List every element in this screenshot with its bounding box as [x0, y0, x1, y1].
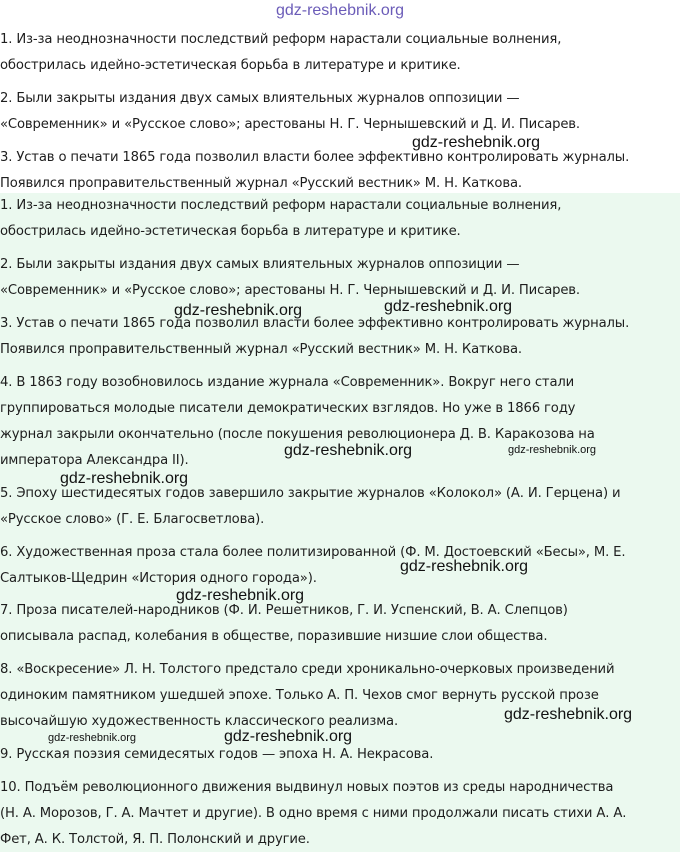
paragraph-9: 9. Русская поэзия семидесятых годов — эпоха Н. А. Некрасова.	[0, 747, 434, 762]
watermark: gdz-reshebnik.org	[284, 442, 413, 459]
watermark: gdz-reshebnik.org	[60, 470, 189, 487]
paragraph-1: 1. Из-за неоднозначности последствий реформ нарастали социальные волнения, обострилась идейно-эстетическая борьба в литературе и критике.	[0, 198, 562, 239]
watermark: gdz-reshebnik.org	[48, 732, 137, 744]
watermark: gdz-reshebnik.org	[412, 134, 541, 151]
paragraph-8: 8. «Воскресение» Л. Н. Толстого предстало среди хроникально-очерковых произведений одиноким памятником ушедшей эпохе. Только А. П. Чехов смог вернуть русской прозе высочайшую художественность классического реализма.	[0, 662, 615, 729]
watermark: gdz-reshebnik.org	[224, 728, 353, 745]
top-paragraph-3: 3. Устав о печати 1865 года позволил власти более эффективно контролировать журналы. Появился проправительственный журнал «Русский вестник» М. Н. Каткова.	[0, 150, 630, 191]
site-link[interactable]: gdz-reshebnik.org	[275, 2, 405, 19]
paragraph-3: 3. Устав о печати 1865 года позволил власти более эффективно контролировать журналы. Появился проправительственный журнал «Русский вестник» М. Н. Каткова.	[0, 316, 630, 357]
watermark: gdz-reshebnik.org	[384, 298, 513, 315]
paragraph-2: 2. Были закрыты издания двух самых влиятельных журналов оппозиции — «Современник» и «Русское слово»; арестованы Н. Г. Чернышевский и Д. И. Писарев.	[0, 257, 580, 298]
watermark: gdz-reshebnik.org	[174, 302, 303, 319]
watermark: gdz-reshebnik.org	[504, 706, 633, 723]
watermark: gdz-reshebnik.org	[400, 558, 529, 575]
watermark: gdz-reshebnik.org	[508, 444, 597, 456]
top-paragraph-2: 2. Были закрыты издания двух самых влиятельных журналов оппозиции — «Современник» и «Русское слово»; арестованы Н. Г. Чернышевский и Д. И. Писарев.	[0, 91, 580, 132]
paragraph-5: 5. Эпоху шестидесятых годов завершило закрытие журналов «Колокол» (А. И. Герцена) и «Русское слово» (Г. Е. Благосветлова).	[0, 486, 621, 527]
paragraph-10: 10. Подъём революционного движения выдвинул новых поэтов из среды народничества (Н. А. Морозов, Г. А. Мачтет и другие). В одно время с ними продолжали писать стихи А. А. Фет, А. К. Толстой, Я. П. Полонский и другие.	[0, 780, 627, 847]
paragraph-4: 4. В 1863 году возобновилось издание журнала «Современник». Вокруг него стали группироваться молодые писатели демократических взглядов. Но уже в 1866 году журнал закрыли окончательно (после покушения революционера Д. В. Каракозова на императора Александра II).	[0, 375, 595, 468]
paragraph-7: 7. Проза писателей-народников (Ф. И. Решетников, Г. И. Успенский, В. А. Слепцов) описывала распад, колебания в обществе, поразившие низшие слои общества.	[0, 603, 568, 644]
top-paragraph-1: 1. Из-за неоднозначности последствий реформ нарастали социальные волнения, обострилась идейно-эстетическая борьба в литературе и критике.	[0, 32, 562, 73]
paragraph-6: 6. Художественная проза стала более политизированной (Ф. М. Достоевский «Бесы», М. Е. Салтыков-Щедрин «История одного города»).	[0, 545, 626, 586]
watermark: gdz-reshebnik.org	[176, 587, 305, 604]
